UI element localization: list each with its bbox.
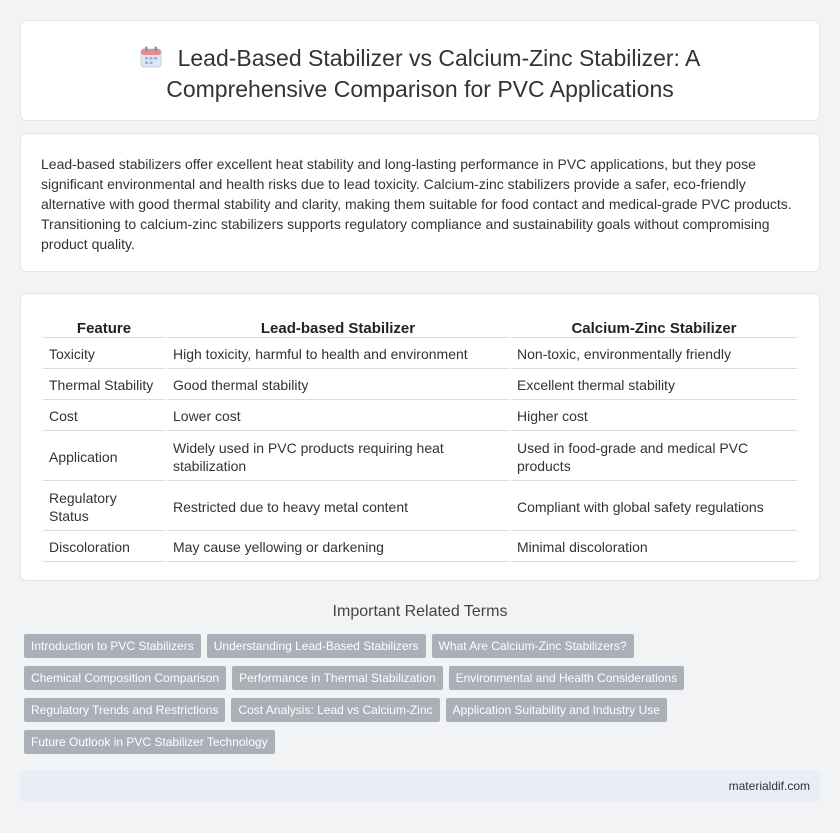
column-header-lead: Lead-based Stabilizer [167, 318, 509, 338]
title-card [20, 20, 820, 121]
tag-row [24, 666, 804, 698]
table-row [43, 433, 797, 481]
calcium-zinc-cell: Non-toxic, environmentally friendly [511, 340, 797, 369]
footer [20, 770, 820, 802]
related-term-tag[interactable]: What Are Calcium-Zinc Stabilizers? [432, 634, 634, 658]
table-row [43, 402, 797, 431]
calcium-zinc-cell: Higher cost [511, 402, 797, 431]
related-term-tag[interactable]: Application Suitability and Industry Use [446, 698, 667, 722]
calcium-zinc-cell: Used in food-grade and medical PVC products [511, 433, 797, 481]
summary-text: Lead-based stabilizers offer excellent heat stability and long-lasting performance in PVC applications, but they pose significant environmental and health risks due to lead toxicity. Calcium-zinc stabilizers provide a safer, eco-friendly alternative with good thermal stability and clarity, making them suitable for food contact and medical-grade PVC products. Transitioning to calcium-zinc stabilizers supports regulatory compliance and sustainability goals without compromising product quality. [41, 156, 792, 252]
related-term-tag[interactable]: Environmental and Health Considerations [449, 666, 684, 690]
lead-cell: May cause yellowing or darkening [167, 533, 509, 562]
feature-cell: Cost [43, 402, 165, 431]
related-term-tag[interactable]: Cost Analysis: Lead vs Calcium-Zinc [231, 698, 439, 722]
feature-cell: Toxicity [43, 340, 165, 369]
table-row [43, 533, 797, 562]
feature-cell: Regulatory Status [43, 483, 165, 531]
comparison-card [20, 293, 820, 581]
calcium-zinc-cell: Minimal discoloration [511, 533, 797, 562]
lead-cell: High toxicity, harmful to health and environment [167, 340, 509, 369]
related-terms-heading: Important Related Terms [332, 603, 508, 620]
feature-cell: Thermal Stability [43, 371, 165, 400]
related-term-tag[interactable]: Understanding Lead-Based Stabilizers [207, 634, 426, 658]
tag-row [24, 730, 804, 762]
related-term-tag[interactable]: Chemical Composition Comparison [24, 666, 226, 690]
table-row [43, 483, 797, 531]
column-header-calcium-zinc: Calcium-Zinc Stabilizer [511, 318, 797, 338]
lead-cell: Good thermal stability [167, 371, 509, 400]
summary-card [20, 133, 820, 272]
table-row [43, 371, 797, 400]
related-term-tag[interactable]: Introduction to PVC Stabilizers [24, 634, 201, 658]
table-row [43, 340, 797, 369]
title-line-1: Lead-Based Stabilizer vs Calcium-Zinc Stabilizer: A [177, 45, 701, 71]
table-header-row [43, 318, 797, 338]
lead-cell: Restricted due to heavy metal content [167, 483, 509, 531]
lead-cell: Widely used in PVC products requiring heat stabilization [167, 433, 509, 481]
lead-cell: Lower cost [167, 402, 509, 431]
page-title [21, 44, 819, 104]
calendar-icon [140, 46, 162, 75]
related-term-tag[interactable]: Future Outlook in PVC Stabilizer Technology [24, 730, 275, 754]
column-header-feature: Feature [43, 318, 165, 338]
feature-cell: Discoloration [43, 533, 165, 562]
related-terms-list [24, 634, 804, 762]
related-term-tag[interactable]: Regulatory Trends and Restrictions [24, 698, 225, 722]
feature-cell: Application [43, 433, 165, 481]
tag-row [24, 698, 804, 730]
tag-row [24, 634, 804, 666]
footer-site-link[interactable]: materialdif.com [728, 779, 810, 793]
related-term-tag[interactable]: Performance in Thermal Stabilization [232, 666, 443, 690]
comparison-table [41, 316, 799, 564]
title-line-2: Comprehensive Comparison for PVC Applications [166, 76, 674, 102]
calcium-zinc-cell: Excellent thermal stability [511, 371, 797, 400]
calcium-zinc-cell: Compliant with global safety regulations [511, 483, 797, 531]
